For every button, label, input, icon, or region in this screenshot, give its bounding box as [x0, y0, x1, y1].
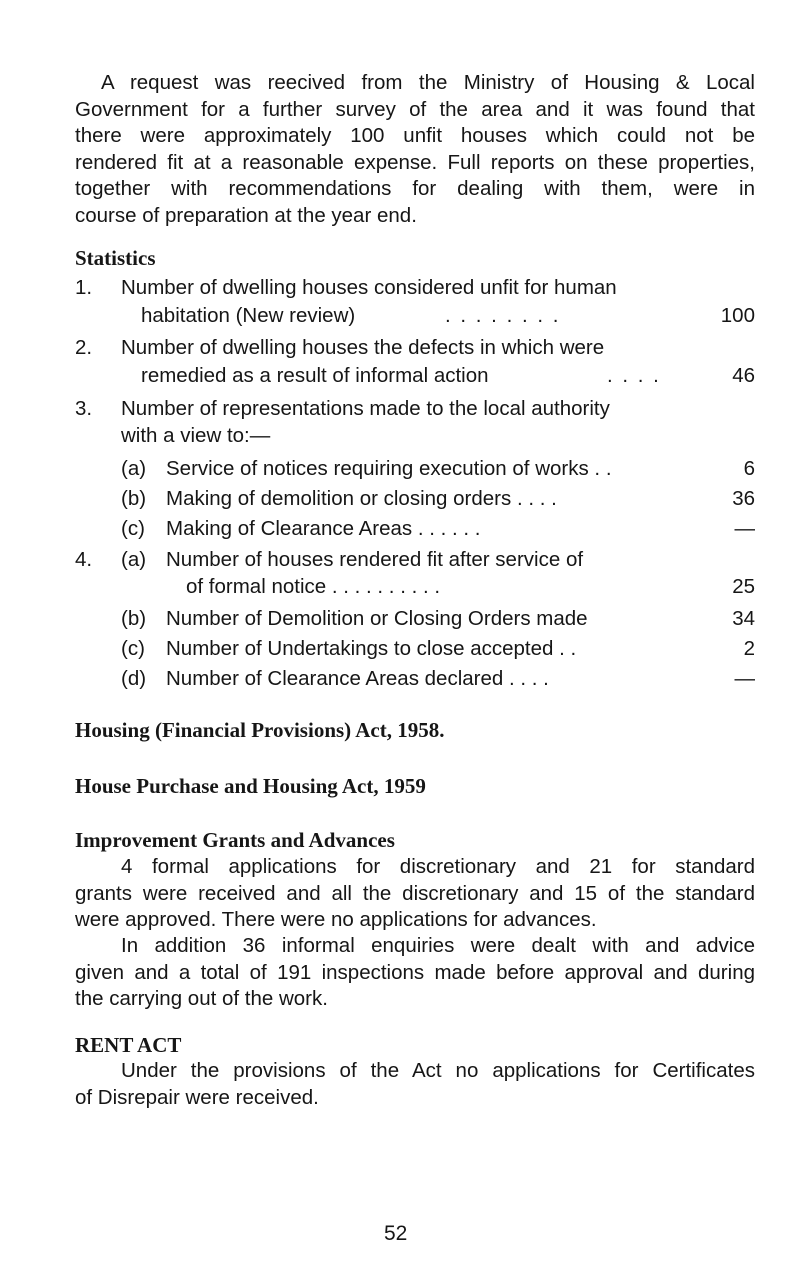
intro-line: rendered fit at a reasonable expense. Full reports on these properties,	[75, 150, 755, 174]
item-text: Number of representations made to the local authority	[121, 397, 610, 420]
paragraph-line: Under the provisions of the Act no applications for Certificates	[121, 1059, 755, 1082]
item-text: with a view to:—	[121, 424, 271, 447]
purchase-act-heading: House Purchase and Housing Act, 1959	[75, 774, 426, 798]
sub-text: Number of Clearance Areas declared . . . .	[166, 667, 549, 690]
page-number: 52	[384, 1222, 408, 1245]
sub-label: (d)	[121, 667, 147, 690]
stat-value: —	[734, 517, 755, 540]
paragraph-line: the carrying out of the work.	[75, 987, 328, 1010]
item-text: remedied as a result of informal action	[141, 364, 489, 387]
paragraph-line: In addition 36 informal enquiries were dealt with and advice	[121, 934, 755, 957]
intro-paragraph	[75, 70, 755, 229]
sub-text: Making of Clearance Areas . . . . . .	[166, 517, 481, 540]
paragraph-line: 4 formal applications for discretionary and 21 for standard	[121, 855, 755, 878]
dot-leader: . . . . . . . .	[445, 304, 561, 327]
item-number: 4.	[75, 548, 93, 571]
stat-value: 2	[743, 637, 755, 660]
intro-line: course of preparation at the year end.	[75, 203, 417, 227]
stat-value: 36	[732, 487, 755, 510]
stat-value: 46	[732, 364, 755, 387]
sub-text: Number of houses rendered fit after service of	[166, 548, 584, 571]
sub-label: (b)	[121, 487, 147, 510]
stat-value: —	[734, 667, 755, 690]
sub-label: (a)	[121, 457, 147, 480]
sub-label: (a)	[121, 548, 147, 571]
paragraph-line: of Disrepair were received.	[75, 1085, 319, 1109]
sub-text: Number of Undertakings to close accepted . .	[166, 637, 577, 660]
statistics-heading: Statistics	[75, 246, 156, 270]
paragraph-line: were approved. There were no applications for advances.	[75, 908, 597, 931]
sub-label: (c)	[121, 637, 145, 660]
stat-value: 6	[743, 457, 755, 480]
item-text: habitation (New review)	[141, 304, 356, 327]
paragraph-line: given and a total of 191 inspections made before approval and during	[75, 960, 755, 984]
stat-value: 100	[720, 304, 755, 327]
improvement-heading: Improvement Grants and Advances	[75, 828, 395, 852]
sub-label: (b)	[121, 607, 147, 630]
improvement-paragraph-2	[75, 933, 755, 1013]
rent-act-paragraph	[75, 1058, 755, 1111]
dot-leader: . . . .	[607, 364, 661, 387]
item-number: 1.	[75, 276, 93, 299]
item-number: 2.	[75, 336, 93, 359]
intro-line: A request was reecived from the Ministry of Housing & Local	[101, 71, 755, 94]
item-text: Number of dwelling houses considered unfit for human	[121, 276, 617, 299]
stat-value: 25	[732, 575, 755, 598]
intro-line: Government for a further survey of the area and it was found that	[75, 97, 755, 121]
sub-text: of formal notice . . . . . . . . . .	[186, 575, 441, 598]
intro-line: together with recommendations for dealing with them, were in	[75, 177, 755, 200]
sub-label: (c)	[121, 517, 145, 540]
item-number: 3.	[75, 397, 93, 420]
sub-text: Making of demolition or closing orders . . . .	[166, 487, 557, 510]
stat-value: 34	[732, 607, 755, 630]
item-text: Number of dwelling houses the defects in which were	[121, 336, 605, 359]
sub-text: Number of Demolition or Closing Orders made	[166, 607, 588, 630]
sub-text: Service of notices requiring execution of works . .	[166, 457, 612, 480]
intro-line: there were approximately 100 unfit houses which could not be	[75, 124, 755, 147]
housing-act-heading: Housing (Financial Provisions) Act, 1958.	[75, 718, 445, 742]
rent-act-heading: RENT ACT	[75, 1033, 182, 1057]
paragraph-line: grants were received and all the discretionary and 15 of the standard	[75, 881, 755, 905]
improvement-paragraph-1	[75, 854, 755, 934]
